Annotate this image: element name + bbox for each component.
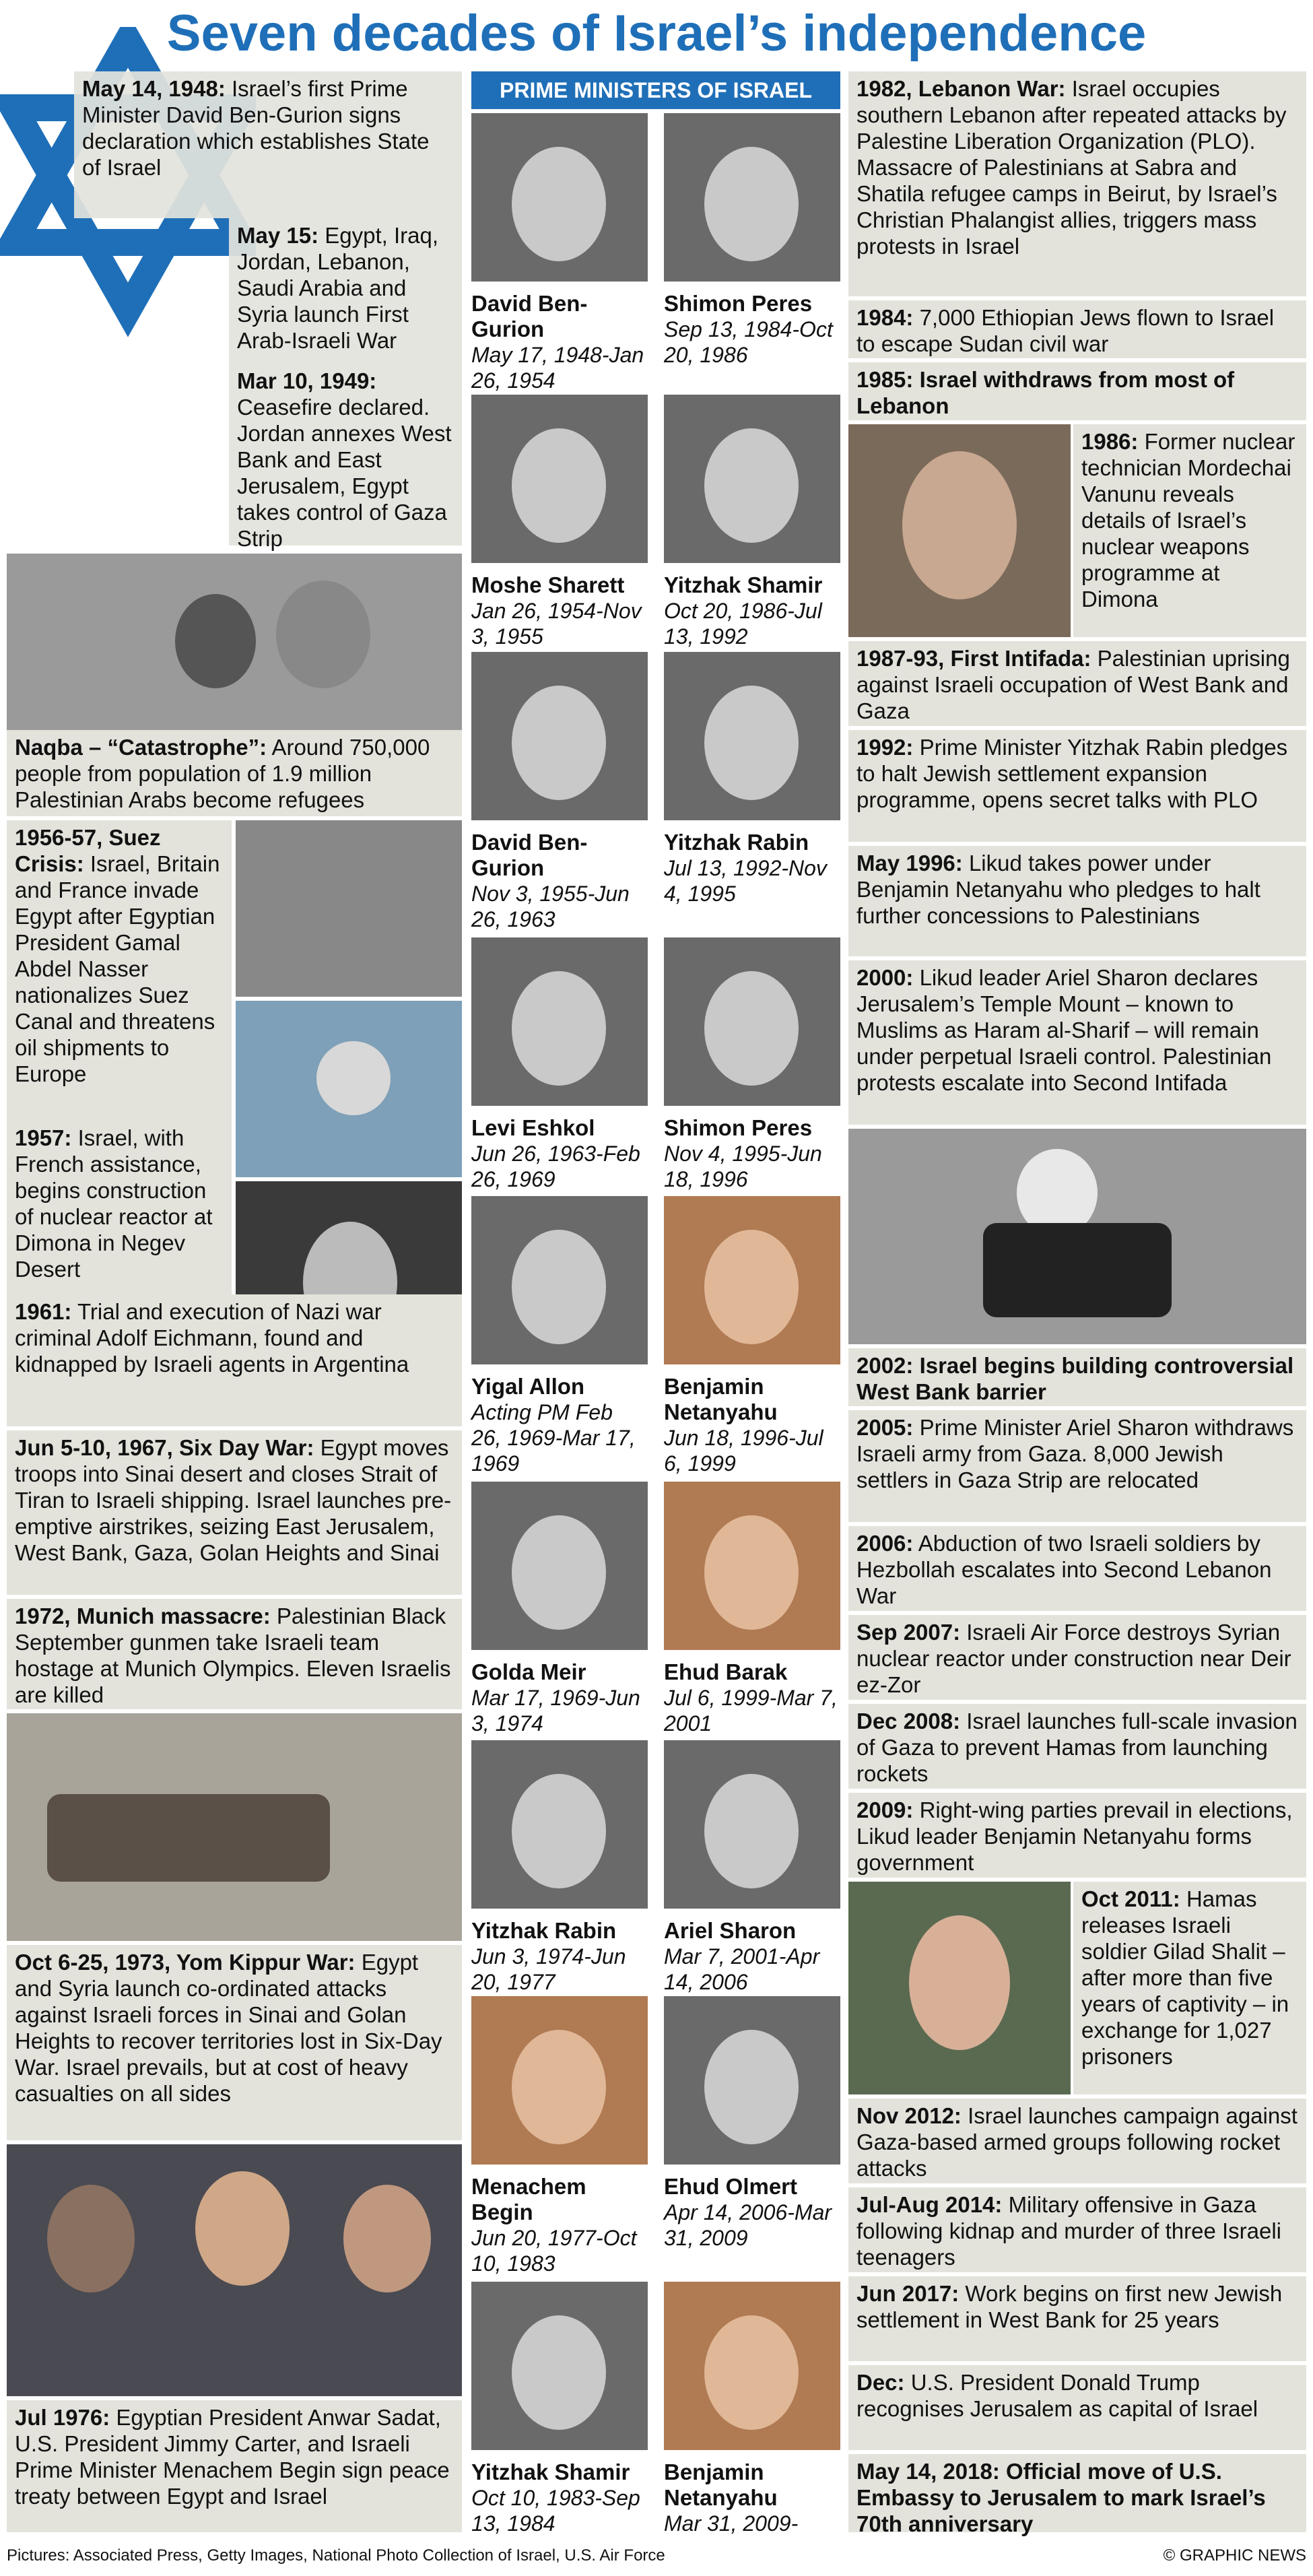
event-1972-munich: 1972, Munich massacre: Palestinian Black September gunmen take Israeli team hostage at Munich Olympics. Eleven Israelis are killed: [7, 1599, 462, 1709]
photo-dimona-reactor: [236, 1001, 462, 1177]
photo-suez-tank: [236, 820, 462, 997]
event-2009: 2009: Right-wing parties prevail in elections, Likud leader Benjamin Netanyahu forms government: [848, 1793, 1306, 1878]
pm-photo: [471, 1740, 648, 1909]
event-naqba: Naqba – “Catastrophe”: Around 750,000 people from population of 1.9 million Palestinian Arabs become refugees: [7, 730, 462, 816]
pm-photo: [664, 113, 840, 282]
pm-card: Shimon Peres Nov 4, 1995-Jun 18, 1996: [664, 937, 840, 1192]
event-1976-peace-treaty: Jul 1976: Egyptian President Anwar Sadat, U.S. President Jimmy Carter, and Israeli Prime Minister Menachem Begin sign peace treaty between Egypt and Israel: [7, 2400, 462, 2532]
pm-photo: [664, 2282, 840, 2450]
event-1985: 1985: Israel withdraws from most of Lebanon: [848, 362, 1306, 420]
pm-photo: [664, 395, 840, 563]
event-dec-2017-trump: Dec: U.S. President Donald Trump recognises Jerusalem as capital of Israel: [848, 2365, 1306, 2450]
pm-card: David Ben-Gurion May 17, 1948-Jan 26, 1954: [471, 113, 648, 393]
pm-photo: [471, 937, 648, 1106]
pm-card: David Ben-Gurion Nov 3, 1955-Jun 26, 1963: [471, 652, 648, 932]
event-1957-reactor: 1957: Israel, with French assistance, begins construction of nuclear reactor at Dimona in Negev Desert: [7, 1121, 232, 1294]
event-2008: Dec 2008: Israel launches full-scale invasion of Gaza to prevent Hamas from launching rockets: [848, 1704, 1306, 1789]
pm-card: Shimon Peres Sep 13, 1984-Oct 20, 1986: [664, 113, 840, 368]
event-2012: Nov 2012: Israel launches campaign against Gaza-based armed groups following rocket attacks: [848, 2099, 1306, 2183]
pm-photo: [471, 395, 648, 563]
pm-photo: [471, 652, 648, 820]
page-title: Seven decades of Israel’s independence: [166, 5, 1147, 62]
event-2000: 2000: Likud leader Ariel Sharon declares Jerusalem’s Temple Mount – known to Muslims as Haram al-Sharif – will remain under perpetual Israeli control. Palestinian protests escalate into Second Intifada: [848, 960, 1306, 1125]
pm-card: Levi Eshkol Jun 26, 1963-Feb 26, 1969: [471, 937, 648, 1192]
pm-card: Benjamin Netanyahu Mar 31, 2009-: [664, 2282, 840, 2536]
pm-photo: [664, 937, 840, 1106]
event-2005: 2005: Prime Minister Ariel Sharon withdraws Israeli army from Gaza. 8,000 Jewish settlers in Gaza Strip are relocated: [848, 1410, 1306, 1522]
pm-photo: [664, 1196, 840, 1364]
pm-photo: [664, 1996, 840, 2165]
pm-card: Yigal Allon Acting PM Feb 26, 1969-Mar 17, 1969: [471, 1196, 648, 1476]
event-1992: 1992: Prime Minister Yitzhak Rabin pledges to halt Jewish settlement expansion programme, opens secret talks with PLO: [848, 730, 1306, 842]
photo-credits: Pictures: Associated Press, Getty Images, National Photo Collection of Israel, U.S. Air Force: [7, 2546, 665, 2565]
photo-gilad-shalit: [848, 1882, 1071, 2094]
pm-card: Ariel Sharon Mar 7, 2001-Apr 14, 2006: [664, 1740, 840, 1995]
pm-photo: [664, 1740, 840, 1909]
event-1984: 1984: 7,000 Ethiopian Jews flown to Israel to escape Sudan civil war: [848, 300, 1306, 358]
event-2017: Jun 2017: Work begins on first new Jewish settlement in West Bank for 25 years: [848, 2276, 1306, 2361]
event-2002: 2002: Israel begins building controversial West Bank barrier: [848, 1348, 1306, 1406]
event-suez-crisis: 1956-57, Suez Crisis: Israel, Britain and France invade Egypt after Egyptian President Gamal Abdel Nasser nationalizes Suez Canal and threatens oil shipments to Europe: [7, 820, 232, 1121]
pm-card: Yitzhak Rabin Jun 3, 1974-Jun 20, 1977: [471, 1740, 648, 1995]
pm-card: Ehud Olmert Apr 14, 2006-Mar 31, 2009: [664, 1996, 840, 2251]
photo-peace-treaty: [7, 2144, 462, 2396]
event-2011-shalit: Oct 2011: Hamas releases Israeli soldier Gilad Shalit – after more than five years of captivity – in exchange for 1,027 prisoners: [1073, 1882, 1306, 2094]
pm-photo: [664, 652, 840, 820]
pm-card: Benjamin Netanyahu Jun 18, 1996-Jul 6, 1999: [664, 1196, 840, 1476]
pm-photo: [471, 1196, 648, 1364]
event-2007: Sep 2007: Israeli Air Force destroys Syrian nuclear reactor under construction near Deir ez-Zor: [848, 1615, 1306, 1700]
event-1949-ceasefire: Mar 10, 1949: Ceasefire declared. Jordan annexes West Bank and East Jerusalem, Egypt takes control of Gaza Strip: [229, 364, 462, 546]
event-1948-war: May 15: Egypt, Iraq, Jordan, Lebanon, Saudi Arabia and Syria launch First Arab-Israeli War: [229, 218, 462, 364]
photo-yom-kippur-tank: [7, 1713, 462, 1941]
event-1982-lebanon-war: 1982, Lebanon War: Israel occupies southern Lebanon after repeated attacks by Palestine Liberation Organization (PLO). Massacre of Palestinians at Sabra and Shatila refugee camps in Beirut, by Israel’s Christian Phalangist allies, triggers mass protests in Israel: [848, 71, 1306, 296]
pm-card: Yitzhak Rabin Jul 13, 1992-Nov 4, 1995: [664, 652, 840, 906]
pm-photo: [664, 1482, 840, 1650]
pm-card: Moshe Sharett Jan 26, 1954-Nov 3, 1955: [471, 395, 648, 649]
photo-refugees: [7, 554, 462, 730]
pm-header: PRIME MINISTERS OF ISRAEL: [471, 71, 840, 109]
event-first-intifada: 1987-93, First Intifada: Palestinian uprising against Israeli occupation of West Bank and Gaza: [848, 641, 1306, 726]
event-1973-yom-kippur: Oct 6-25, 1973, Yom Kippur War: Egypt and Syria launch co-ordinated attacks against Israeli forces in Sinai and Golan Heights to recover territories lost in Six-Day War. Israel prevails, but at cost of heavy casualties on all sides: [7, 1945, 462, 2140]
pm-card: Golda Meir Mar 17, 1969-Jun 3, 1974: [471, 1482, 648, 1736]
footer: [0, 2539, 1313, 2576]
pm-card: Ehud Barak Jul 6, 1999-Mar 7, 2001: [664, 1482, 840, 1736]
event-1948-independence: May 14, 1948: Israel’s first Prime Minister David Ben-Gurion signs declaration which establishes State of Israel: [74, 71, 462, 218]
pm-photo: [471, 2282, 648, 2450]
pm-card: Menachem Begin Jun 20, 1977-Oct 10, 1983: [471, 1996, 648, 2276]
event-1967-six-day-war: Jun 5-10, 1967, Six Day War: Egypt moves troops into Sinai desert and closes Strait of Tiran to Israeli shipping. Israel launches pre-emptive airstrikes, seizing East Jerusalem, West Bank, Gaza, Golan Heights and Sinai: [7, 1430, 462, 1595]
event-1986-vanunu: 1986: Former nuclear technician Mordechai Vanunu reveals details of Israel’s nuclear weapons programme at Dimona: [1073, 424, 1306, 637]
pm-card: Yitzhak Shamir Oct 10, 1983-Sep 13, 1984: [471, 2282, 648, 2536]
event-1996: May 1996: Likud takes power under Benjamin Netanyahu who pledges to halt further concessions to Palestinians: [848, 846, 1306, 956]
photo-intifada-protester: [848, 1129, 1306, 1344]
pm-photo: [471, 1482, 648, 1650]
event-2014: Jul-Aug 2014: Military offensive in Gaza following kidnap and murder of three Israeli teenagers: [848, 2187, 1306, 2272]
pm-photo: [471, 1996, 648, 2165]
photo-vanunu: [848, 424, 1071, 637]
copyright: © GRAPHIC NEWS: [1163, 2546, 1306, 2565]
event-2018-embassy: May 14, 2018: Official move of U.S. Embassy to Jerusalem to mark Israel’s 70th anniversary: [848, 2454, 1306, 2532]
event-2006: 2006: Abduction of two Israeli soldiers by Hezbollah escalates into Second Lebanon War: [848, 1526, 1306, 1611]
pm-photo: [471, 113, 648, 282]
pm-card: Yitzhak Shamir Oct 20, 1986-Jul 13, 1992: [664, 395, 840, 649]
event-1961-eichmann: 1961: Trial and execution of Nazi war criminal Adolf Eichmann, found and kidnapped by Israeli agents in Argentina: [7, 1294, 462, 1426]
